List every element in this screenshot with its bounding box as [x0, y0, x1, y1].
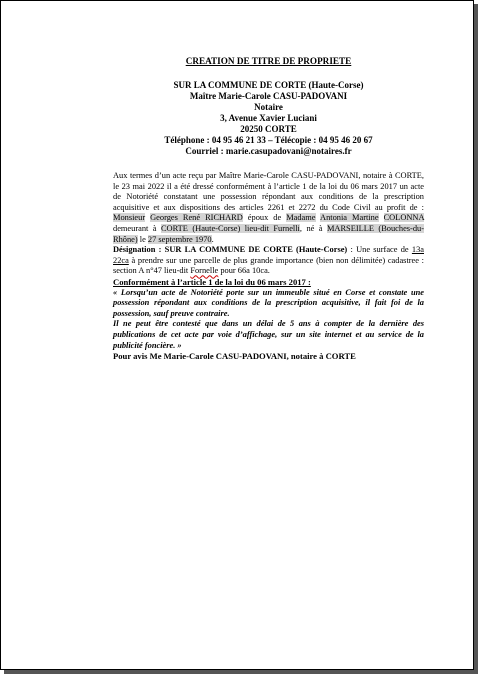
- highlight-birth-date: 27 septembre 1970: [147, 234, 212, 244]
- highlight-madame: Madame: [286, 213, 316, 223]
- notary-name: Maître Marie-Carole CASU-PADOVANI: [189, 91, 348, 101]
- paragraph-text: .: [211, 234, 214, 244]
- notary-phone-fax: Téléphone : 04 95 46 21 33 – Télécopie : 04 95 46 20 67: [164, 135, 373, 145]
- paragraph-text: époux de: [242, 213, 287, 223]
- highlight-georges-richard: Georges René RICHARD: [150, 213, 243, 223]
- page-shadow-right: [474, 4, 478, 674]
- notary-city: 20250 CORTE: [240, 124, 297, 134]
- paragraph-text: demeurant à: [113, 223, 161, 233]
- highlight-colonna: COLONNA: [383, 213, 425, 223]
- notary-role: Notaire: [254, 102, 283, 112]
- designation-label: Désignation : SUR LA COMMUNE DE CORTE (Haute-Corse): [113, 245, 348, 255]
- highlight-monsieur: Monsieur: [113, 213, 146, 223]
- conformement-heading: Conformément à l’article 1 de la loi du 06 mars 2017 :: [113, 276, 311, 287]
- designation-text: à prendre sur une parcelle de plus grande importance (bien non délimitée) cadastree : section A n°47 lieu-dit: [113, 255, 424, 276]
- commune-line: SUR LA COMMUNE DE CORTE (Haute-Corse): [173, 80, 364, 90]
- designation-text: : Une surface de: [347, 245, 412, 255]
- notary-header: [113, 80, 424, 157]
- highlight-marseille: MARSEILLE (Bouches-du-Rhône): [113, 223, 424, 244]
- page-shadow-bottom: [4, 670, 478, 674]
- highlight-corte-lieu-dit: CORTE (Haute-Corse) lieu-dit Furnelli: [160, 223, 300, 233]
- paragraph-text: le: [137, 234, 148, 244]
- lieu-dit-fornelle: Fornelle: [190, 266, 219, 276]
- paragraph-text: , né à: [299, 223, 327, 233]
- designation-text: pour 66a 10ca.: [218, 266, 270, 276]
- notary-email: Courriel : marie.casupadovani@notaires.fr: [185, 146, 352, 156]
- quote-paragraph-2: Il ne peut être contesté que dans un délai de 5 ans à compter de la dernière des publications de cet acte par voie d’affichage, sur un site internet et au service de la publicité foncière. »: [113, 319, 424, 350]
- document-title: CREATION DE TITRE DE PROPRIETE: [185, 56, 352, 66]
- pour-avis-line: Pour avis Me Marie-Carole CASU-PADOVANI, notaire à CORTE: [113, 351, 356, 362]
- designation-paragraph: [113, 245, 424, 277]
- highlight-antonia-martine: Antonia Martine: [320, 213, 379, 223]
- paragraph-text: Aux termes d’un acte reçu par Maître Marie-Carole CASU-PADOVANI, notaire à CORTE, le 23 mai 2022 il a été dressé conformément à l’article 1 de la loi du 06 mars 2017 un acte de Notoriété constatant une possession répondant aux conditions de la prescription acquisitive et aux dispositions des articles 2261 et 2272 du Code Civil au profit de :: [113, 171, 424, 212]
- surface-value: 13a 22ca: [113, 245, 424, 265]
- space: [379, 213, 384, 222]
- document-content: [113, 56, 424, 362]
- notoriety-paragraph: [113, 171, 424, 245]
- notary-address: 3, Avenue Xavier Luciani: [220, 113, 317, 123]
- quote-paragraph-1: « Lorsqu’un acte de Notoriété porte sur un immeuble situé en Corse et constate une possession répondant aux conditions de la prescription acquisitive, il fait foi de la possession, sauf preuve contraire.: [113, 287, 424, 318]
